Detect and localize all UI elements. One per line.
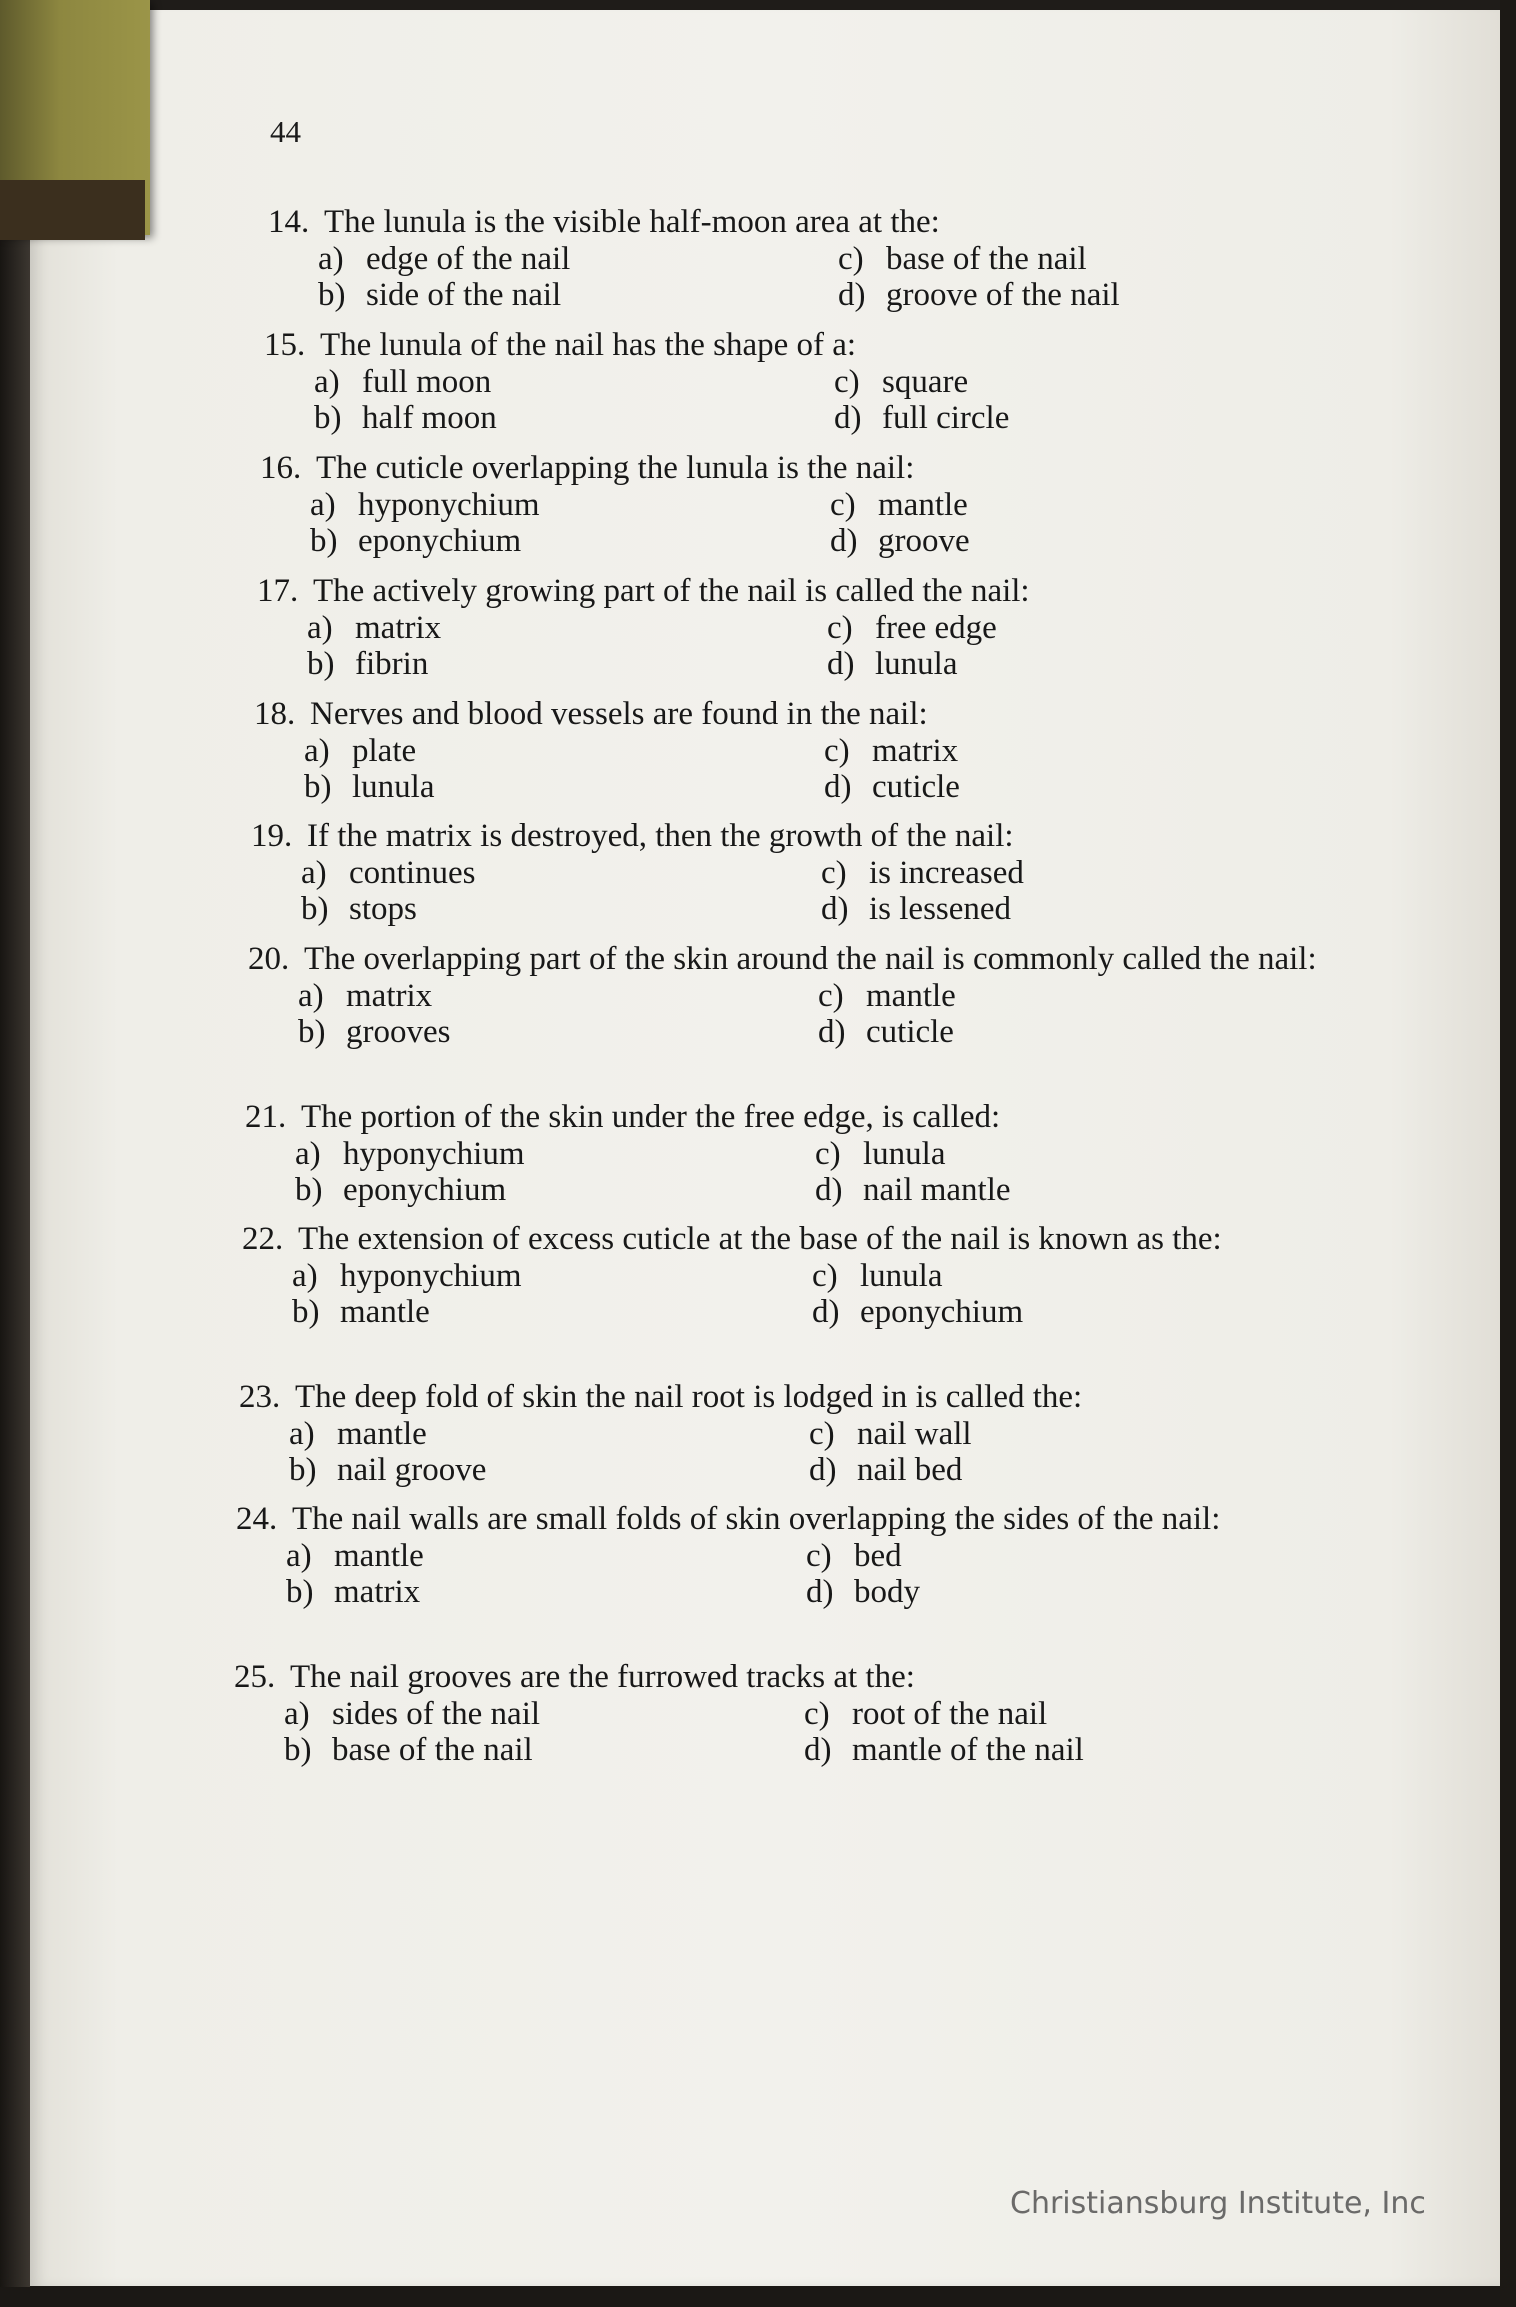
option-b: b) base of the nail: [284, 1732, 533, 1768]
question-19: [251, 818, 1371, 927]
option-c: c) root of the nail: [804, 1696, 1048, 1732]
option-d: d) full circle: [834, 400, 1010, 436]
page-top-edge: [0, 0, 1516, 10]
option-c: c) base of the nail: [838, 241, 1087, 277]
question-21: [245, 1099, 1365, 1208]
question-text: The nail walls are small folds of skin overlapping the sides of the nail:: [292, 1501, 1221, 1537]
option-b: b) grooves: [298, 1014, 451, 1050]
question-text: The lunula of the nail has the shape of a:: [320, 327, 857, 363]
question-23: [239, 1379, 1359, 1488]
question-text: The overlapping part of the skin around the nail is commonly called the nail:: [304, 941, 1317, 977]
question-number: 25.: [234, 1659, 276, 1695]
question-15: [264, 327, 1384, 436]
option-d: d) cuticle: [824, 769, 960, 805]
question-14: [268, 204, 1388, 313]
option-b: b) stops: [301, 891, 417, 927]
option-d: d) nail bed: [809, 1452, 963, 1488]
question-text: The deep fold of skin the nail root is lodged in is called the:: [295, 1379, 1083, 1415]
question-number: 16.: [260, 450, 302, 486]
question-24: [236, 1501, 1356, 1610]
option-a: a) full moon: [314, 364, 492, 400]
question-22: [242, 1221, 1362, 1330]
option-d: d) mantle of the nail: [804, 1732, 1084, 1768]
question-number: 17.: [257, 573, 299, 609]
option-b: b) lunula: [304, 769, 435, 805]
question-number: 14.: [268, 204, 310, 240]
option-c: c) nail wall: [809, 1416, 972, 1452]
option-d: d) nail mantle: [815, 1172, 1011, 1208]
question-text: The portion of the skin under the free edge, is called:: [301, 1099, 1001, 1135]
question-25: [234, 1659, 1354, 1768]
question-text: The cuticle overlapping the lunula is the nail:: [316, 450, 915, 486]
option-d: d) body: [806, 1574, 920, 1610]
option-a: a) hyponychium: [295, 1136, 525, 1172]
question-text: If the matrix is destroyed, then the growth of the nail:: [307, 818, 1014, 854]
question-text: The lunula is the visible half-moon area at the:: [324, 204, 940, 240]
option-c: c) lunula: [815, 1136, 946, 1172]
option-b: b) eponychium: [295, 1172, 507, 1208]
question-text: The actively growing part of the nail is called the nail:: [313, 573, 1030, 609]
option-b: b) mantle: [292, 1294, 430, 1330]
question-number: 24.: [236, 1501, 278, 1537]
question-number: 20.: [248, 941, 290, 977]
option-c: c) bed: [806, 1538, 902, 1574]
option-a: a) sides of the nail: [284, 1696, 541, 1732]
option-b: b) half moon: [314, 400, 497, 436]
option-c: c) free edge: [827, 610, 997, 646]
option-c: c) mantle: [830, 487, 968, 523]
question-text: The extension of excess cuticle at the base of the nail is known as the:: [298, 1221, 1222, 1257]
question-20: [248, 941, 1368, 1050]
option-a: a) edge of the nail: [318, 241, 571, 277]
option-a: a) hyponychium: [292, 1258, 522, 1294]
page-bottom-edge: [0, 2286, 1516, 2307]
question-text: Nerves and blood vessels are found in the nail:: [310, 696, 928, 732]
option-a: a) mantle: [286, 1538, 424, 1574]
option-c: c) square: [834, 364, 969, 400]
option-d: d) is lessened: [821, 891, 1012, 927]
option-b: b) eponychium: [310, 523, 522, 559]
option-b: b) matrix: [286, 1574, 421, 1610]
question-number: 22.: [242, 1221, 284, 1257]
option-a: a) matrix: [298, 978, 433, 1014]
option-b: b) fibrin: [307, 646, 429, 682]
page-number: 44: [270, 114, 301, 149]
option-c: c) mantle: [818, 978, 956, 1014]
book-binding-shadow: [0, 235, 30, 2287]
option-b: b) side of the nail: [318, 277, 562, 313]
option-d: d) groove of the nail: [838, 277, 1120, 313]
watermark: Christiansburg Institute, Inc: [1010, 2186, 1426, 2221]
option-c: c) matrix: [824, 733, 959, 769]
book-cover-tab-shadow: [0, 180, 145, 240]
option-d: d) eponychium: [812, 1294, 1024, 1330]
option-a: a) hyponychium: [310, 487, 540, 523]
option-d: d) lunula: [827, 646, 958, 682]
question-number: 21.: [245, 1099, 287, 1135]
option-b: b) nail groove: [289, 1452, 487, 1488]
question-17: [257, 573, 1377, 682]
option-a: a) mantle: [289, 1416, 427, 1452]
option-a: a) matrix: [307, 610, 442, 646]
option-c: c) lunula: [812, 1258, 943, 1294]
option-a: a) continues: [301, 855, 476, 891]
question-number: 18.: [254, 696, 296, 732]
question-16: [260, 450, 1380, 559]
option-a: a) plate: [304, 733, 417, 769]
option-c: c) is increased: [821, 855, 1024, 891]
page-right-edge: [1500, 0, 1516, 2307]
question-text: The nail grooves are the furrowed tracks at the:: [290, 1659, 915, 1695]
question-number: 19.: [251, 818, 293, 854]
question-number: 23.: [239, 1379, 281, 1415]
option-d: d) groove: [830, 523, 970, 559]
question-number: 15.: [264, 327, 306, 363]
question-18: [254, 696, 1374, 805]
option-d: d) cuticle: [818, 1014, 954, 1050]
